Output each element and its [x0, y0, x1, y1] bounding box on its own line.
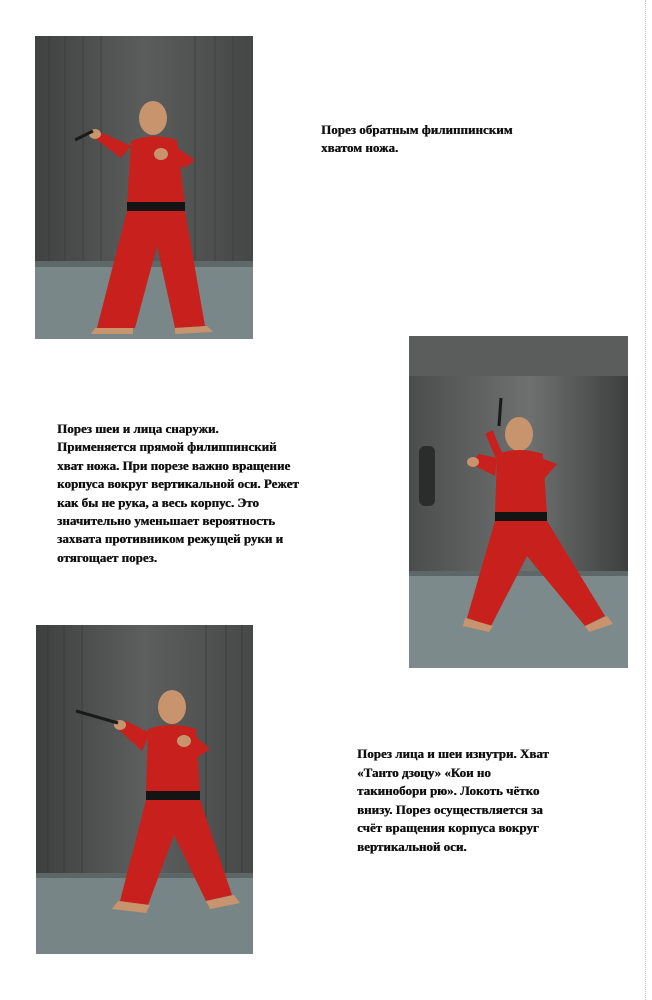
caption-3-line-6: вертикальной оси.: [357, 838, 467, 854]
photo-1-illustration: [35, 36, 253, 339]
technique-photo-2: [409, 336, 628, 668]
caption-2-line-8: отягощает порез.: [57, 549, 158, 565]
caption-2-line-4: корпуса вокруг вертикальной оси. Режет: [57, 476, 299, 492]
technique-photo-1: [35, 36, 253, 339]
caption-3-line-5: счёт вращения корпуса вокруг: [357, 820, 539, 836]
caption-2-line-1: Порез шеи и лица снаружи.: [57, 421, 219, 436]
caption-1-line-1: Порез обратным филиппинским: [321, 122, 513, 137]
caption-2-line-3: хват ножа. При порезе важно вращение: [57, 457, 291, 473]
page-edge-dotted-line: [645, 0, 646, 1000]
caption-3-line-2: «Танто дзоцу» «Кои но: [357, 764, 491, 780]
photo-3-illustration: [36, 625, 253, 954]
technique-photo-3: [36, 625, 253, 954]
caption-1-line-2: хватом ножа.: [321, 140, 399, 155]
caption-outside-cut: [57, 420, 347, 567]
caption-inside-cut: [357, 745, 597, 857]
caption-reverse-grip-cut: [321, 121, 571, 157]
caption-2-line-5: как бы не рука, а весь корпус. Это: [57, 494, 259, 510]
caption-2-line-7: захвата противником режущей руки и: [57, 531, 283, 547]
caption-2-line-2: Применяется прямой филиппинский: [57, 439, 277, 455]
caption-3-line-4: внизу. Порез осуществляется за: [357, 801, 543, 817]
caption-3-line-1: Порез лица и шеи изнутри. Хват: [357, 746, 549, 761]
photo-2-illustration: [409, 336, 628, 668]
caption-2-line-6: значительно уменьшает вероятность: [57, 513, 275, 529]
caption-3-line-3: такинобори рю». Локоть чётко: [357, 783, 540, 799]
